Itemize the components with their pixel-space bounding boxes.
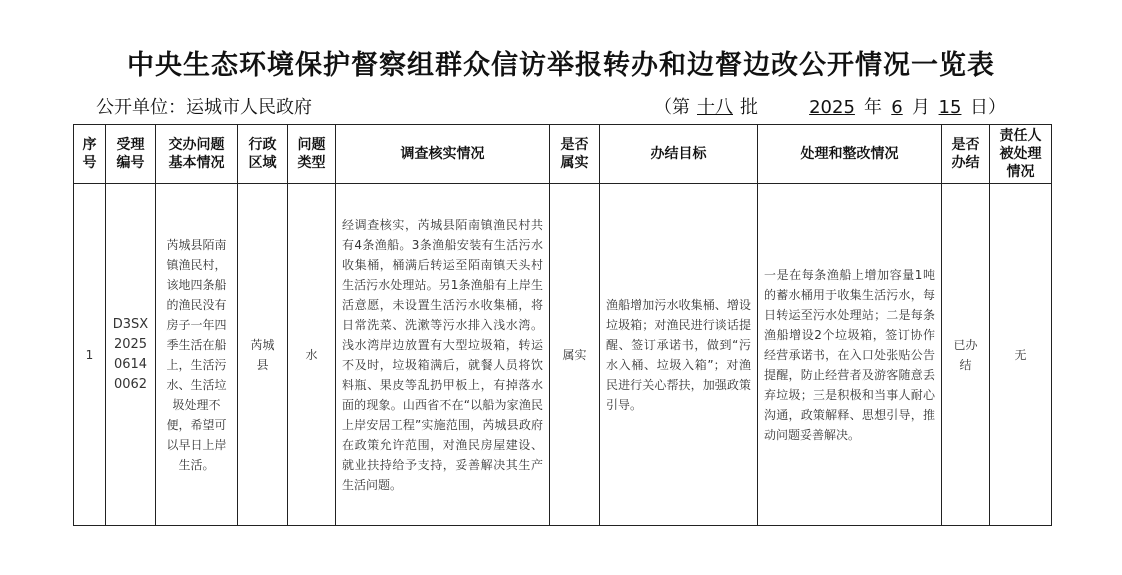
table-header-row bbox=[74, 125, 1052, 184]
table-row bbox=[74, 184, 1052, 526]
publishing-unit bbox=[96, 93, 312, 119]
header-rectification: 处理和整改情况 bbox=[758, 125, 942, 184]
cell-verified: 属实 bbox=[550, 184, 600, 526]
batch-number: 十八 bbox=[697, 97, 733, 118]
publishing-unit-label: 公开单位： bbox=[96, 97, 186, 118]
header-investigation: 调查核实情况 bbox=[336, 125, 550, 184]
batch-year: 2025 bbox=[809, 97, 855, 118]
cell-problem-type: 水 bbox=[288, 184, 336, 526]
cell-district: 芮城县 bbox=[238, 184, 288, 526]
header-problem-type: 问题类型 bbox=[288, 125, 336, 184]
page-title: 中央生态环境保护督察组群众信访举报转办和边督边改公开情况一览表 bbox=[127, 50, 995, 81]
batch-day: 15 bbox=[938, 97, 962, 118]
batch-open: （第 bbox=[654, 97, 690, 118]
header-completed: 是否办结 bbox=[942, 125, 990, 184]
cell-investigation: 经调查核实，芮城县陌南镇渔民村共有4条渔船。3条渔船安装有生活污水收集桶，桶满后转运至陌南镇天头村生活污水处理站。另1条渔船有上岸生活意愿，未设置生活污水收集桶，将日常洗菜、洗漱等污水排入浅水湾。浅水湾岸边放置有大型垃圾箱，转运不及时，垃圾箱满后，就餐人员将饮料瓶、果皮等乱扔甲板上，有掉落水面的现象。山西省不在“以船为家渔民上岸安居工程”实施范围，芮城县政府在政策允许范围，对渔民房屋建设、就业扶持给予支持，妥善解决其生产生活问题。 bbox=[336, 184, 550, 526]
cell-goal: 渔船增加污水收集桶、增设垃圾箱；对渔民进行谈话提醒、签订承诺书，做到“污水入桶、垃圾入箱”；对渔民进行关心帮扶，加强政策引导。 bbox=[600, 184, 758, 526]
publishing-unit-value: 运城市人民政府 bbox=[186, 97, 312, 118]
batch-info bbox=[654, 93, 1006, 119]
batch-month-word: 月 bbox=[912, 97, 930, 118]
report-table bbox=[73, 124, 1052, 526]
batch-word: 批 bbox=[740, 97, 758, 118]
cell-accountability: 无 bbox=[990, 184, 1052, 526]
cell-receipt-no: D3SX202506140062 bbox=[106, 184, 156, 526]
cell-basic-info: 芮城县陌南镇渔民村，该地四条船的渔民没有房子一年四季生活在船上，生活污水、生活垃圾处理不便，希望可以早日上岸生活。 bbox=[156, 184, 238, 526]
header-accountability: 责任人被处理情况 bbox=[990, 125, 1052, 184]
cell-seq: 1 bbox=[74, 184, 106, 526]
header-receipt-no: 受理编号 bbox=[106, 125, 156, 184]
cell-rectification: 一是在每条渔船上增加容量1吨的蓄水桶用于收集生活污水，每日转运至污水处理站；二是每条渔船增设2个垃圾箱，签订协作经营承诺书，在入口处张贴公告提醒，防止经营者及游客随意丢弃垃圾；三是积极和当事人耐心沟通，政策解释、思想引导，推动问题妥善解决。 bbox=[758, 184, 942, 526]
cell-completed: 已办结 bbox=[942, 184, 990, 526]
header-goal: 办结目标 bbox=[600, 125, 758, 184]
batch-month: 6 bbox=[891, 97, 903, 118]
batch-year-word: 年 bbox=[864, 97, 882, 118]
header-district: 行政区域 bbox=[238, 125, 288, 184]
header-verified: 是否属实 bbox=[550, 125, 600, 184]
header-seq: 序号 bbox=[74, 125, 106, 184]
batch-day-word: 日） bbox=[970, 97, 1006, 118]
header-basic-info: 交办问题基本情况 bbox=[156, 125, 238, 184]
